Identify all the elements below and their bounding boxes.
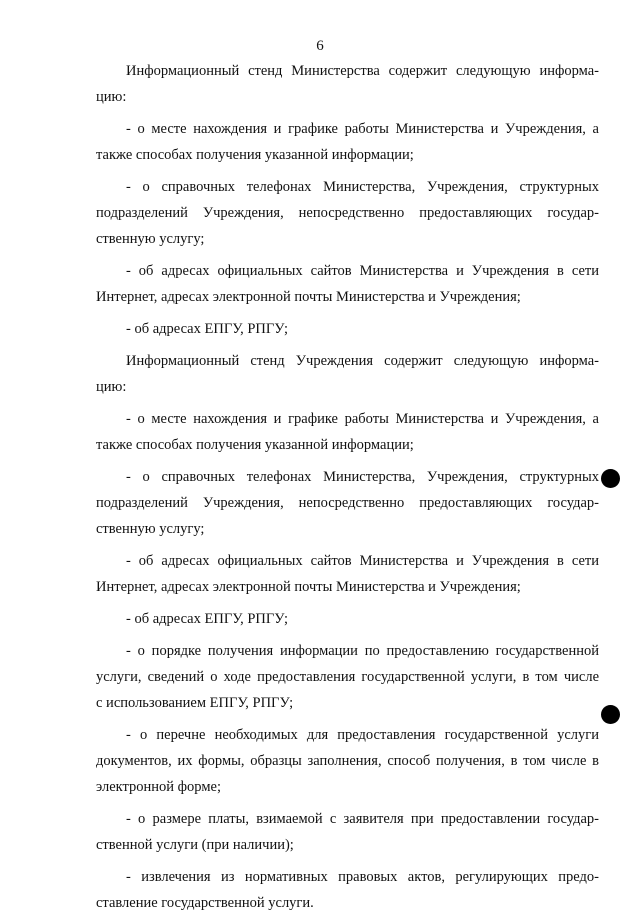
paragraph xyxy=(96,58,599,110)
paragraph xyxy=(96,722,599,800)
text-line: - о размере платы, взимаемой с заявителя при предоставлении государ- xyxy=(126,811,599,827)
paragraph xyxy=(96,348,599,400)
text-line: с использованием ЕПГУ, РПГУ; xyxy=(96,695,294,711)
text-line: ственной услуги (при наличии); xyxy=(96,837,294,853)
paragraph xyxy=(96,606,599,632)
punch-hole-mark xyxy=(601,705,620,724)
paragraph xyxy=(96,316,599,342)
text-line: Информационный стенд Министерства содержит следующую информа- xyxy=(126,63,599,79)
paragraph xyxy=(96,806,599,858)
text-line: документов, их формы, образцы заполнения, способ получения, в том числе в xyxy=(96,753,599,769)
text-line: цию: xyxy=(96,379,127,395)
text-line: Информационный стенд Учреждения содержит следующую информа- xyxy=(126,353,599,369)
text-line: электронной форме; xyxy=(96,779,221,795)
paragraph xyxy=(96,638,599,716)
text-line: - о месте нахождения и графике работы Министерства и Учреждения, а xyxy=(126,121,599,137)
document-body xyxy=(96,58,599,922)
text-line: - об адресах ЕПГУ, РПГУ; xyxy=(126,321,289,337)
paragraph xyxy=(96,174,599,252)
text-line: - извлечения из нормативных правовых актов, регулирующих предо- xyxy=(126,869,599,885)
page-number: 6 xyxy=(316,38,324,54)
punch-hole-mark xyxy=(601,469,620,488)
paragraph xyxy=(96,864,599,916)
text-line: ственную услугу; xyxy=(96,231,205,247)
text-line: Интернет, адресах электронной почты Министерства и Учреждения; xyxy=(96,289,521,305)
text-line: - о справочных телефонах Министерства, Учреждения, структурных xyxy=(126,179,599,195)
text-line: подразделений Учреждения, непосредственно предоставляющих государ- xyxy=(96,495,599,511)
paragraph xyxy=(96,406,599,458)
text-line: - об адресах официальных сайтов Министерства и Учреждения в сети xyxy=(126,263,599,279)
text-line: - о порядке получения информации по предоставлению государственной xyxy=(126,643,599,659)
text-line: - об адресах ЕПГУ, РПГУ; xyxy=(126,611,289,627)
text-line: цию: xyxy=(96,89,127,105)
text-line: - о перечне необходимых для предоставления государственной услуги xyxy=(126,727,599,743)
paragraph xyxy=(96,464,599,542)
text-line: подразделений Учреждения, непосредственно предоставляющих государ- xyxy=(96,205,599,221)
text-line: ставление государственной услуги. xyxy=(96,895,314,911)
text-line: также способах получения указанной информации; xyxy=(96,147,414,163)
paragraph xyxy=(96,258,599,310)
paragraph xyxy=(96,116,599,168)
text-line: также способах получения указанной информации; xyxy=(96,437,414,453)
text-line: - о справочных телефонах Министерства, Учреждения, структурных xyxy=(126,469,599,485)
paragraph xyxy=(96,548,599,600)
text-line: Интернет, адресах электронной почты Министерства и Учреждения; xyxy=(96,579,521,595)
text-line: ственную услугу; xyxy=(96,521,205,537)
text-line: - о месте нахождения и графике работы Министерства и Учреждения, а xyxy=(126,411,599,427)
text-line: - об адресах официальных сайтов Министерства и Учреждения в сети xyxy=(126,553,599,569)
text-line: услуги, сведений о ходе предоставления государственной услуги, в том числе xyxy=(96,669,599,685)
